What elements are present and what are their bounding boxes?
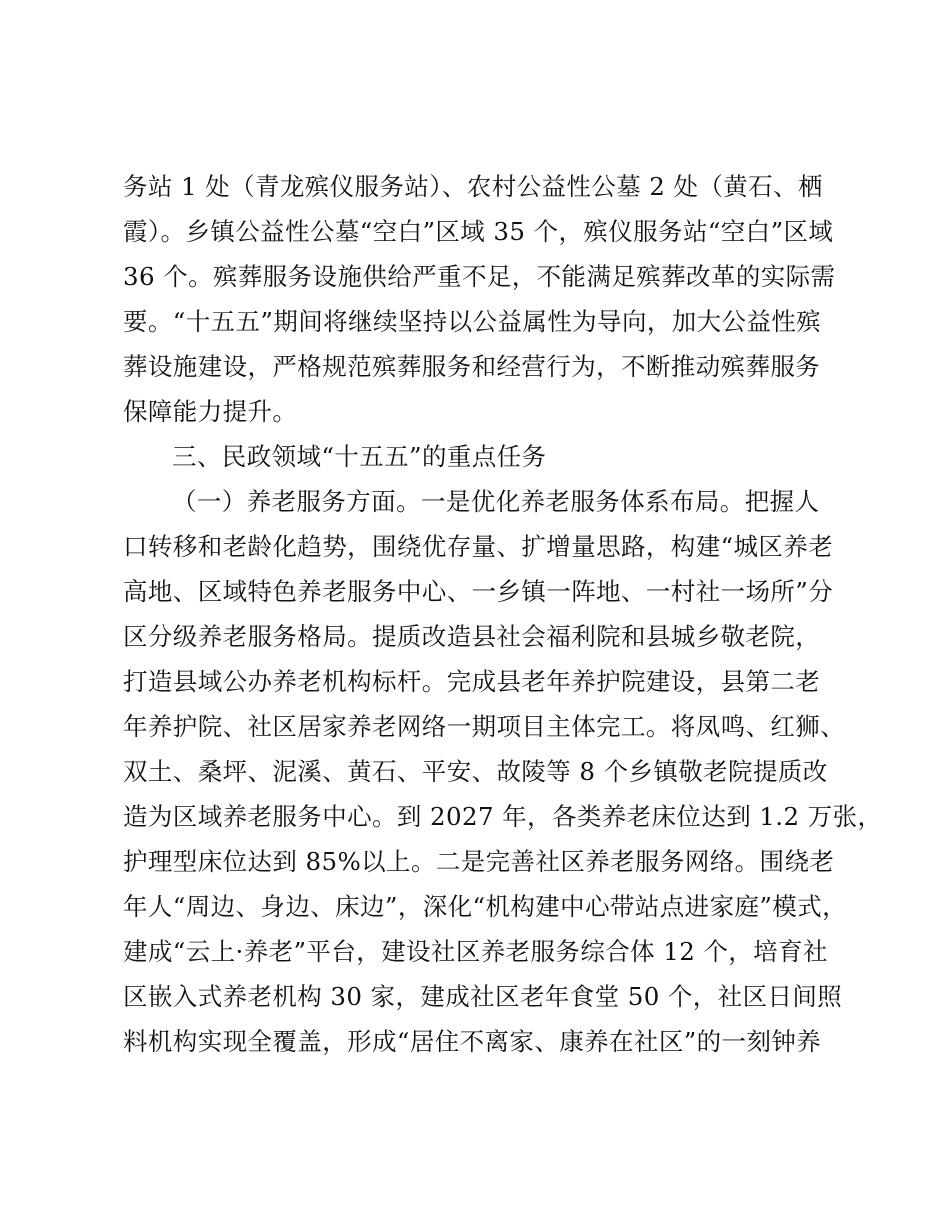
text-line-13: 年养护院、社区居家养老网络一期项目主体完工。将凤鸣、红狮、 (123, 712, 846, 741)
text-line-11: 区分级养老服务格局。提质改造县社会福利院和县城乡敬老院， (123, 622, 821, 651)
text-line-16: 护理型床位达到 85%以上。二是完善社区养老服务网络。围绕老 (123, 847, 835, 876)
text-line-5: 葬设施建设，严格规范殡葬服务和经营行为，不断推动殡葬服务 (123, 352, 821, 381)
text-line-6: 保障能力提升。 (123, 397, 298, 426)
text-line-3: 36 个。殡葬服务设施供给严重不足，不能满足殡葬改革的实际需 (123, 262, 836, 291)
text-line-9: 口转移和老龄化趋势，围绕优存量、扩增量思路，构建“城区养老 (123, 532, 834, 561)
text-line-14: 双土、桑坪、泥溪、黄石、平安、故陵等 8 个乡镇敬老院提质改 (123, 757, 828, 786)
text-line-20: 料机构实现全覆盖，形成“居住不离家、康养在社区”的一刻钟养 (123, 1027, 822, 1056)
text-line-17: 年人“周边、身边、床边”，深化“机构建中心带站点进家庭”模式， (123, 892, 847, 921)
section-heading: 三、民政领域“十五五”的重点任务 (172, 442, 547, 471)
text-line-8: （一）养老服务方面。一是优化养老服务体系布局。把握人 (172, 487, 820, 516)
text-line-12: 打造县域公办养老机构标杆。完成县老年养护院建设，县第二老 (123, 667, 821, 696)
text-line-2: 霞）。乡镇公益性公墓“空白”区域 35 个，殡仪服务站“空白”区域 (123, 217, 834, 246)
text-line-1: 务站 1 处（青龙殡仪服务站）、农村公益性公墓 2 处（黄石、栖 (123, 172, 823, 201)
text-line-15: 造为区域养老服务中心。到 2027 年，各类养老床位达到 1.2 万张， (123, 802, 883, 831)
text-line-18: 建成“云上·养老”平台，建设社区养老服务综合体 12 个，培育社 (123, 937, 828, 966)
text-line-19: 区嵌入式养老机构 30 家，建成社区老年食堂 50 个，社区日间照 (123, 982, 843, 1011)
text-line-4: 要。“十五五”期间将继续坚持以公益属性为导向，加大公益性殡 (123, 307, 822, 336)
text-line-10: 高地、区域特色养老服务中心、一乡镇一阵地、一村社一场所”分 (123, 577, 834, 606)
